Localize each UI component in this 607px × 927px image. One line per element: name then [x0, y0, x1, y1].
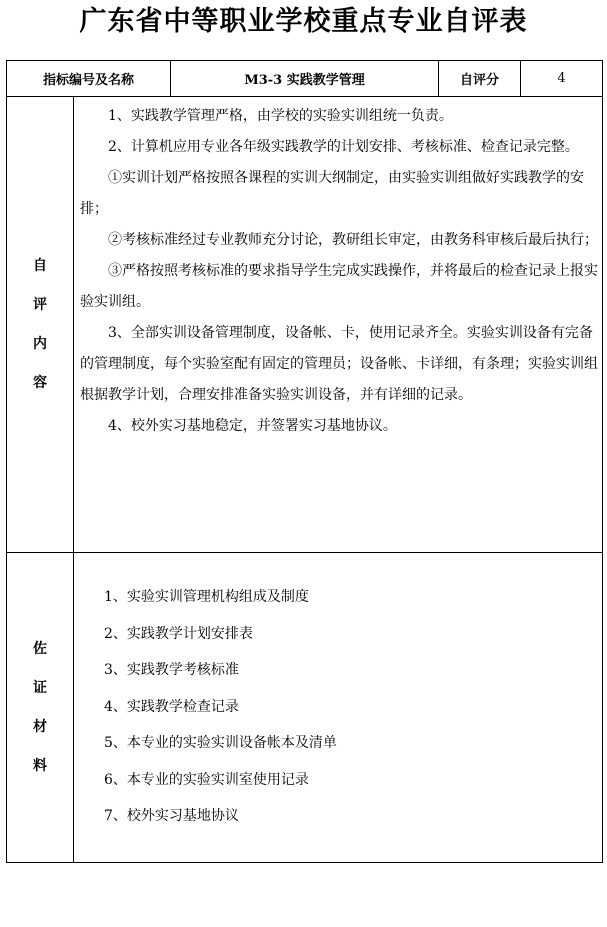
- evidence-item: 5、本专业的实验实训设备帐本及清单: [104, 735, 337, 751]
- self-eval-label-char: 自: [33, 257, 47, 274]
- self-eval-paragraph: ③严格按照考核标准的要求指导学生完成实践操作，并将最后的检查记录上报实验实训组。: [80, 263, 598, 310]
- evidence-row: [7, 553, 603, 863]
- indicator-label: 指标编号及名称: [7, 61, 171, 97]
- evidence-item: 3、实践教学考核标准: [104, 662, 239, 678]
- self-eval-paragraph: ②考核标准经过专业教师充分讨论，教研组长审定，由教务科审核后最后执行；: [108, 232, 598, 248]
- indicator-value: M3-3 实践教学管理: [171, 61, 439, 97]
- self-eval-paragraph: 1、实践教学管理严格，由学校的实验实训组统一负责。: [108, 108, 453, 124]
- self-eval-paragraph: 3、全部实训设备管理制度，设备帐、卡，使用记录齐全。实验实训设备有完备的管理制度，每个实验室配有固定的管理员；设备帐、卡详细，有条理；实验实训组根据教学计划，合理安排准备实验实训设备，并有详细的记录。: [80, 325, 598, 403]
- self-eval-label-char: 容: [33, 374, 47, 391]
- evidence-label-char: 材: [33, 718, 47, 735]
- page-title: 广东省中等职业学校重点专业自评表: [79, 6, 528, 37]
- evidence-item: 7、校外实习基地协议: [104, 808, 239, 824]
- self-eval-form: [6, 60, 603, 863]
- evidence-list: [74, 553, 603, 863]
- self-eval-paragraph: ①实训计划严格按照各课程的实训大纲制定，由实验实训组做好实践教学的安排；: [80, 170, 584, 217]
- evidence-label-char: 料: [33, 757, 47, 774]
- evidence-item: 6、本专业的实验实训室使用记录: [104, 771, 309, 788]
- evidence-item: 4、实践教学检查记录: [104, 698, 239, 715]
- self-eval-label: [7, 97, 74, 553]
- evidence-label: [7, 553, 74, 863]
- evidence-item: 2、实践教学计划安排表: [104, 625, 253, 642]
- evidence-label-char: 佐: [33, 640, 47, 657]
- header-row: [7, 61, 603, 97]
- self-eval-label-char: 评: [33, 296, 47, 313]
- score-label: 自评分: [439, 61, 521, 97]
- self-eval-paragraph: 2、计算机应用专业各年级实践教学的计划安排、考核标准、检查记录完整。: [108, 139, 579, 155]
- self-eval-row: [7, 97, 603, 553]
- self-eval-paragraph: 4、校外实习基地稳定，并签署实习基地协议。: [108, 418, 397, 434]
- score-value: 4: [521, 61, 603, 97]
- self-eval-label-char: 内: [33, 335, 47, 352]
- evidence-label-char: 证: [33, 679, 47, 696]
- evidence-item: 1、实验实训管理机构组成及制度: [104, 589, 309, 605]
- self-eval-content: [74, 97, 603, 553]
